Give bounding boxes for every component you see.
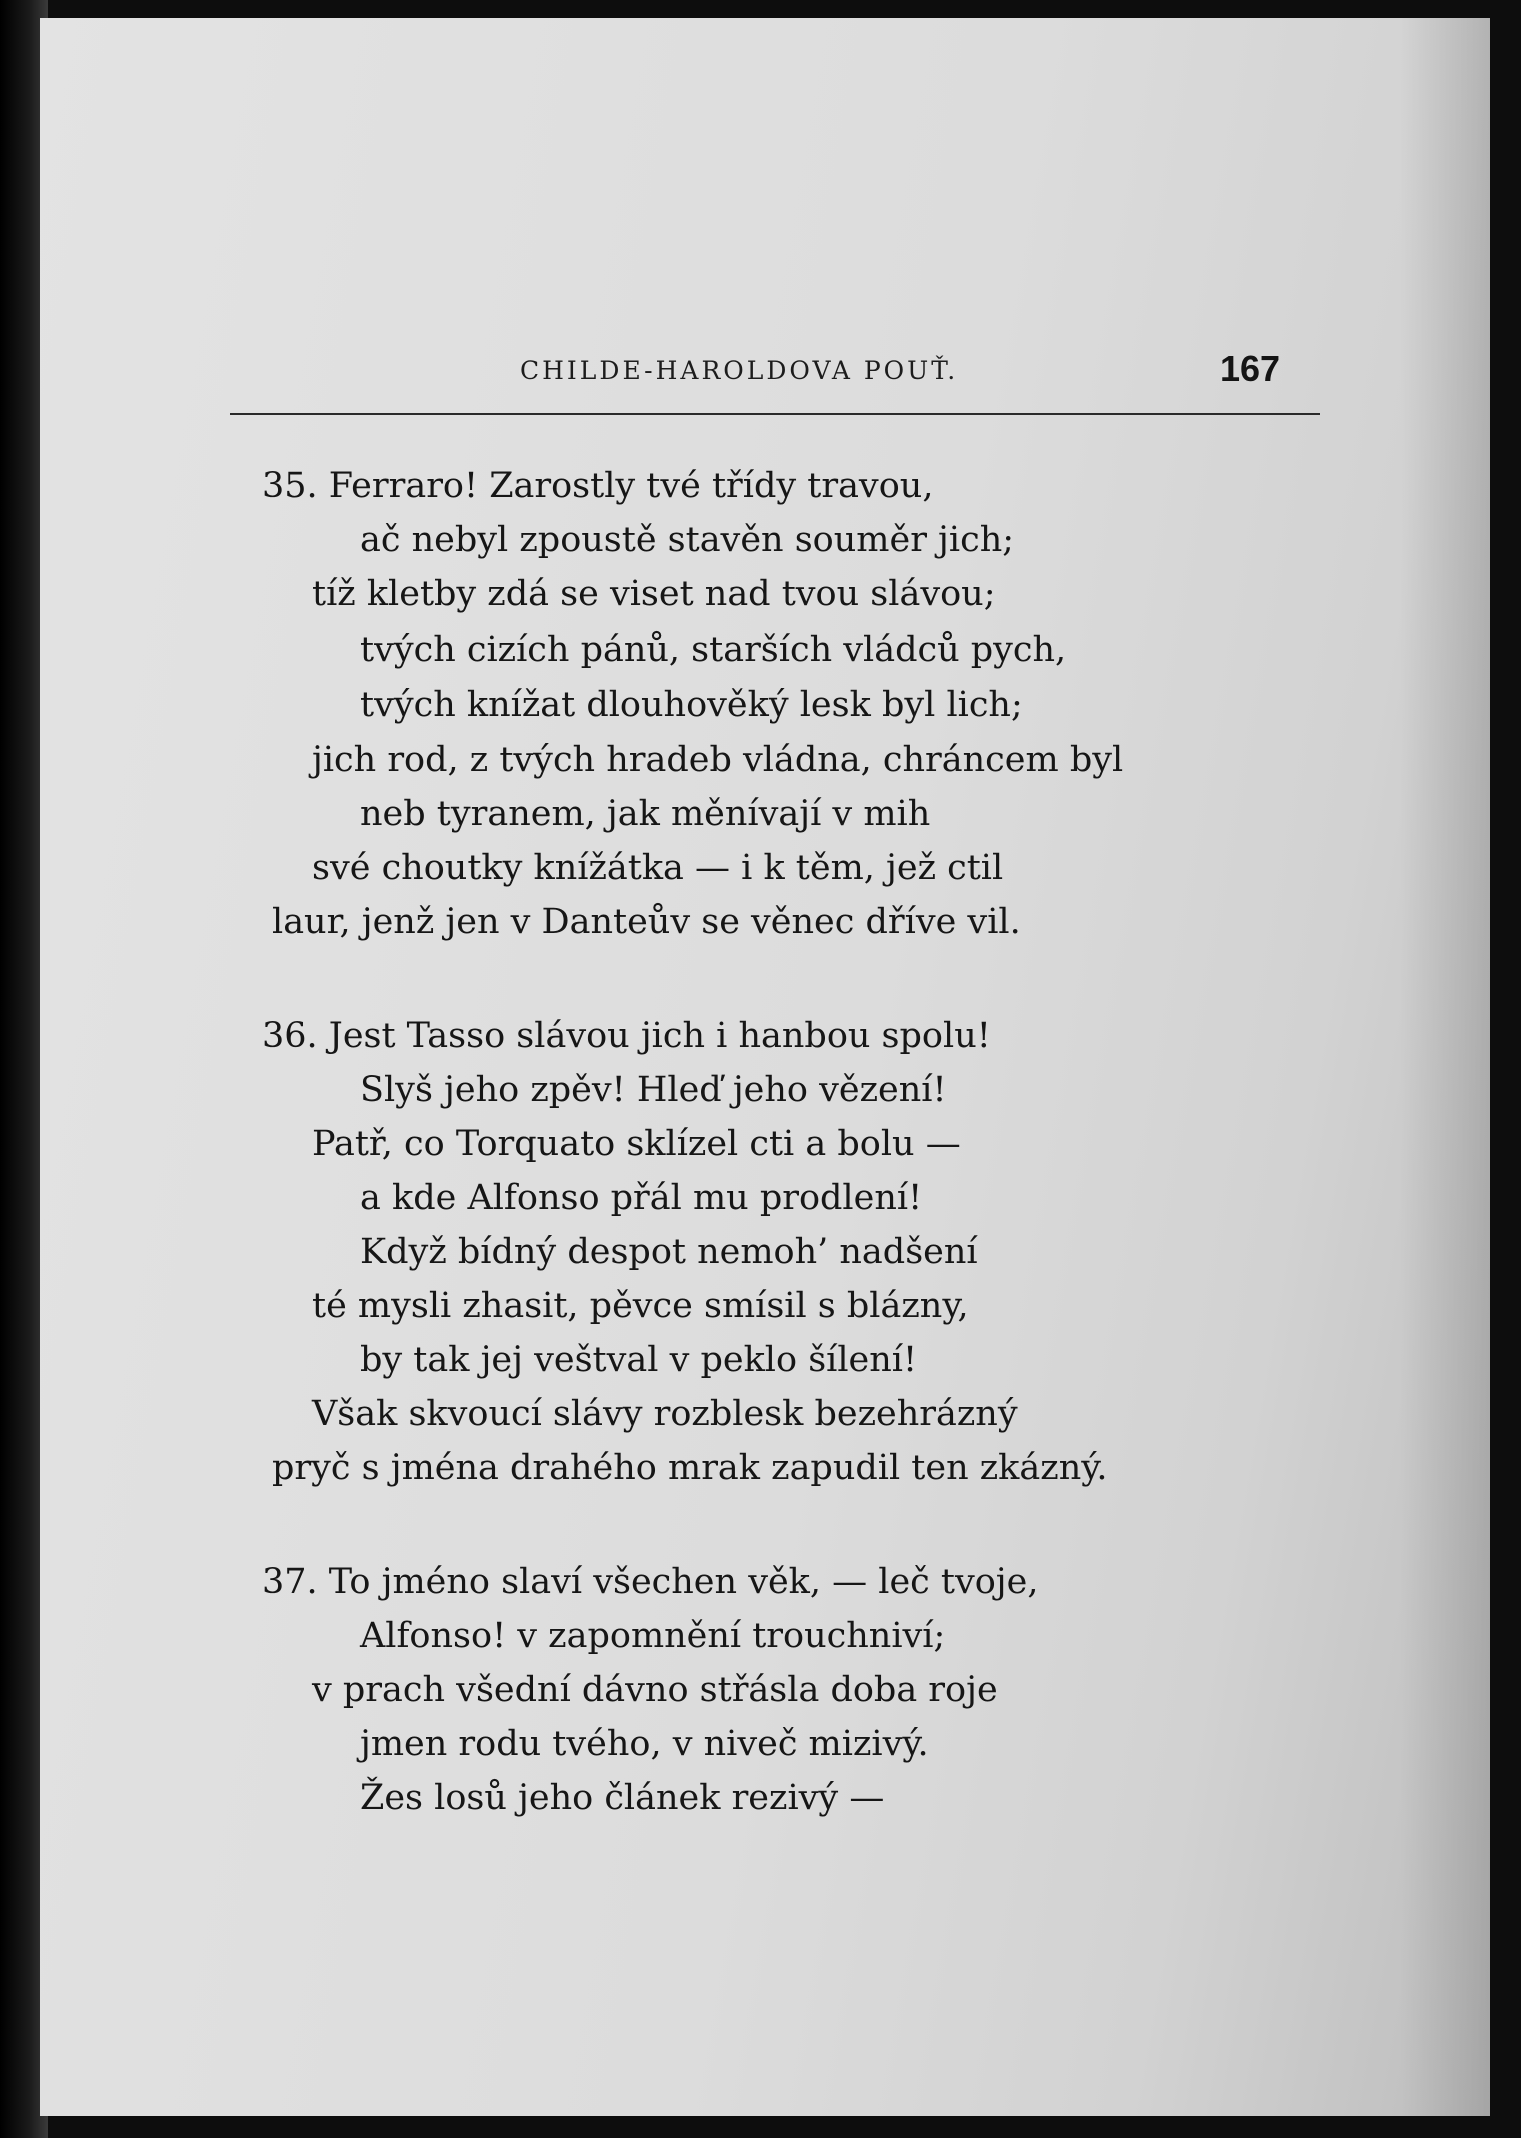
stanza-37-line-2: Alfonso! v zapomnění trouchniví; — [360, 1616, 946, 1656]
book-page — [40, 18, 1490, 2116]
stanza-37-line-5: Žes losů jeho článek rezivý — — [360, 1778, 885, 1818]
header-rule — [230, 413, 1320, 415]
stanza-36-line-6: té mysli zhasit, pěvce smísil s blázny, — [312, 1286, 969, 1326]
stanza-36-line-4: a kde Alfonso přál mu prodlení! — [360, 1178, 923, 1218]
stanza-35-line-8: své choutky knížátka — i k těm, jež ctil — [312, 848, 1004, 888]
stanza-36-line-3: Patř, co Torquato sklízel cti a bolu — — [312, 1124, 961, 1164]
stanza-35-line-6: jich rod, z tvých hradeb vládna, chráncem byl — [312, 740, 1124, 780]
stanza-35-line-4: tvých cizích pánů, starších vládců pych, — [360, 630, 1067, 670]
stanza-36-line-7: by tak jej veštval v peklo šílení! — [360, 1340, 918, 1380]
stanza-37-line-1: 37. To jméno slaví všechen věk, — leč tvoje, — [262, 1562, 1039, 1602]
stanza-35-line-9: laur, jenž jen v Danteův se věnec dříve vil. — [272, 902, 1021, 942]
stanza-35-line-2: ač nebyl zpoustě stavěn souměr jich; — [360, 520, 1015, 560]
stanza-35-line-1: 35. Ferraro! Zarostly tvé třídy travou, — [262, 466, 934, 506]
page-number: 167 — [1220, 348, 1281, 389]
stanza-37-line-4: jmen rodu tvého, v niveč mizivý. — [360, 1724, 929, 1764]
running-title: CHILDE-HAROLDOVA POUŤ. — [520, 356, 959, 385]
stanza-36-line-9: pryč s jména drahého mrak zapudil ten zkázný. — [272, 1448, 1108, 1488]
stanza-36-line-1: 36. Jest Tasso slávou jich i hanbou spolu! — [262, 1016, 991, 1056]
stanza-37-line-3: v prach všední dávno střásla doba roje — [312, 1670, 998, 1710]
stanza-35-line-3: tíž kletby zdá se viset nad tvou slávou; — [312, 574, 996, 614]
stanza-35-line-7: neb tyranem, jak měnívají v mih — [360, 794, 931, 834]
stanza-35-line-5: tvých knížat dlouhověký lesk byl lich; — [360, 685, 1023, 725]
stanza-36-line-8: Však skvoucí slávy rozblesk bezehrázný — [312, 1394, 1018, 1434]
stanza-36-line-2: Slyš jeho zpěv! Hleď jeho vězení! — [360, 1070, 947, 1110]
stanza-36-line-5: Když bídný despot nemoh’ nadšení — [360, 1232, 978, 1272]
